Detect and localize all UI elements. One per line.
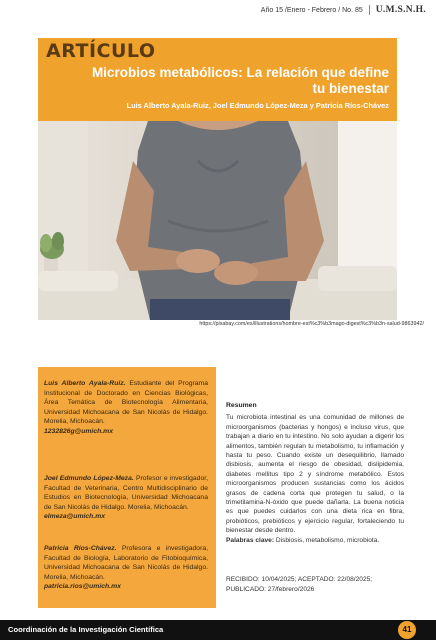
bio-name: Joel Edmundo López-Meza. xyxy=(44,475,134,482)
hero-photo xyxy=(38,121,397,320)
publication-dates xyxy=(226,575,404,595)
header-divider xyxy=(369,5,370,15)
keywords-label: Palabras clave: xyxy=(226,536,275,544)
bio-ayala xyxy=(44,379,208,436)
bio-text: Profesor e investigador, Facultad de Veterinaria, Centro Multidisciplinario de Estudios en Biotecnología, Universidad Michoacana de San Nicolás de Hidalgo. Morelia, Michoacán. xyxy=(44,475,209,511)
abstract-body: Tu microbiota intestinal es una comunidad de millones de microorganismos (bacterias y hongos) e incluso virus, que trabajan a diario en tu intestino. No solo ayudan a digerir los alimentos, también regulan tu metabolismo, tu inflamación y hasta tu peso. Cuando existe un desequilibrio, llamado disbiosis, aumenta el riesgo de obesidad, dislipidemia, diabetes mellitus tipo 2 y síndrome metabólico. Estos microorganismos producen sustancias como los ácidos grasos de cadena corta que protegen tu salud, o la trimetilamina-N-óxido que puede dañarla. La buena noticia es que puedes cuidarlos con una dieta rica en fibra, probióticos, prebióticos y ejercicio regular, fortaleciendo tu bienestar desde dentro. xyxy=(226,414,404,535)
bio-name: Luis Alberto Ayala-Ruiz. xyxy=(44,380,126,387)
article-authors: Luis Alberto Ayala-Ruiz, Joel Edmundo López-Meza y Patricia Ríos-Chávez xyxy=(126,101,389,110)
issue-info: Año 15 /Enero - Febrero / No. 85 xyxy=(260,6,363,14)
photo-credit: https://pixabay.com/es/illustrations/hombre-est%c3%b3mago-digest%c3%b3n-salud-9863942/ xyxy=(199,321,424,327)
bio-email[interactable]: patricia.rios@umich.mx xyxy=(44,583,121,590)
bio-email[interactable]: elmeza@umich.mx xyxy=(44,513,106,520)
article-banner xyxy=(38,38,397,121)
author-bios xyxy=(38,367,216,608)
published-date: PUBLICADO: 27/febrero/2026 xyxy=(226,586,315,593)
received-accepted: RECIBIDO: 10/04/2025; ACEPTADO: 22/08/2025; xyxy=(226,576,373,583)
bio-rios xyxy=(44,544,208,592)
bio-lopez xyxy=(44,474,208,522)
article-title: Microbios metabólicos: La relación que define tu bienestar xyxy=(91,65,389,96)
footer-label: Coordinación de la Investigación Científica xyxy=(8,625,164,634)
institution-name: U.M.S.N.H. xyxy=(375,5,426,15)
bio-email[interactable]: 1232826g@umich.mx xyxy=(44,427,113,435)
abstract xyxy=(226,401,404,545)
abstract-heading: Resumen xyxy=(226,402,257,409)
section-label: ARTÍCULO xyxy=(46,40,156,62)
keywords xyxy=(226,536,404,545)
issue-header xyxy=(261,5,426,15)
man-holding-stomach-illustration xyxy=(38,121,397,320)
bio-text: Estudiante del Programa Institucional de Doctorado en Ciencias Biológicas, Área Temática de Biotecnología Alimentaria, Universidad Michoacana de San Nicolás de Hidalgo. Morelia, Michoacán. xyxy=(44,380,209,425)
page-number: 41 xyxy=(398,621,416,639)
bio-text: Profesora e investigadora, Facultad de Biología, Laboratorio de Fitobioquímica, Universidad Michoacana de San Nicolás de Hidalgo. Morelia, Michoacán. xyxy=(44,545,208,581)
bio-name: Patricia Ríos-Chávez. xyxy=(44,545,117,552)
page-footer xyxy=(0,620,436,640)
keywords-list: Disbiosis, metabolismo, microbiota. xyxy=(274,536,380,544)
